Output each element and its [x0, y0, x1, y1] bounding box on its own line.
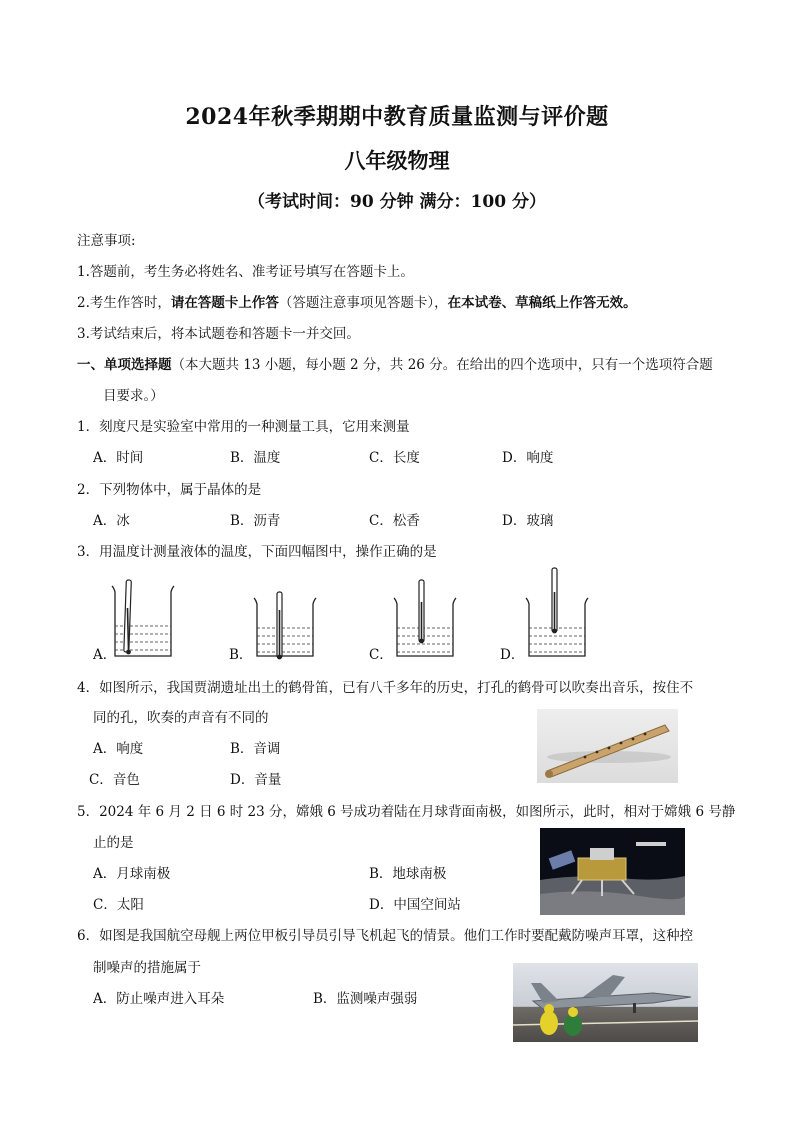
- q2-option-d: D．玻璃: [502, 513, 554, 529]
- q3-option-d: D．: [500, 647, 525, 663]
- aircraft-carrier-drawing: [513, 963, 698, 1042]
- q3-stem: 3．用温度计测量液体的温度，下面四幅图中，操作正确的是: [77, 544, 437, 560]
- q2-option-b: B．沥青: [230, 513, 281, 529]
- section-1-label: 一、单项选择题: [77, 357, 172, 373]
- q5-stem-line1: 5．2024 年 6 月 2 日 6 时 23 分，嫦娥 6 号成功着陆在月球背面南极，如图所示，此时，相对于嫦娥 6 号静: [77, 804, 736, 820]
- q1-option-b: B．温度: [230, 450, 281, 466]
- notice-item-2-bold-b: 在本试卷、草稿纸上作答无效。: [447, 295, 637, 311]
- lunar-lander-photo: [540, 828, 685, 915]
- q3-option-c: C．: [369, 647, 393, 663]
- section-1-desc: （本大题共 13 小题，每小题 2 分，共 26 分。在给出的四个选项中，只有一个选项符合题: [171, 357, 713, 373]
- notice-item-3: 3.考试结束后，将本试题卷和答题卡一并交回。: [77, 326, 360, 342]
- q5-option-c: C．太阳: [93, 897, 144, 913]
- notice-item-2-mid: （答题注意事项见答题卡），: [278, 295, 448, 311]
- q1-option-c: C．长度: [369, 450, 420, 466]
- q5-option-a: A．月球南极: [93, 866, 171, 882]
- q4-option-a: A．响度: [93, 741, 144, 757]
- q3-option-b: B．: [229, 647, 253, 663]
- q2-option-a: A．冰: [93, 513, 130, 529]
- q5-option-b: B．地球南极: [369, 866, 447, 882]
- q5-option-d: D．中国空间站: [369, 897, 461, 913]
- q1-option-d: D．响度: [502, 450, 554, 466]
- exam-info: （考试时间：90 分钟 满分：100 分）: [248, 192, 546, 212]
- section-1-desc-cont: 目要求。）: [103, 388, 164, 404]
- q2-stem: 2．下列物体中，属于晶体的是: [77, 482, 262, 498]
- q1-stem: 1．刻度尺是实验室中常用的一种测量工具，它用来测量: [77, 419, 410, 435]
- notice-item-2-prefix: 2.考生作答时，: [77, 295, 171, 311]
- beaker-b-figure: [250, 590, 320, 660]
- q5-stem-line2: 止的是: [93, 835, 134, 851]
- q1-option-a: A．时间: [93, 450, 144, 466]
- bone-flute-photo: [537, 709, 678, 783]
- notice-item-2: [77, 291, 637, 311]
- q6-stem-line1: 6．如图是我国航空母舰上两位甲板引导员引导飞机起飞的情景。他们工作时要配戴防噪声耳罩，这种控: [77, 928, 694, 944]
- beaker-c-figure: [390, 578, 460, 660]
- beaker-d-figure: [522, 566, 592, 660]
- q4-stem-line1: 4．如图所示，我国贾湖遗址出土的鹤骨笛，已有八千多年的历史，打孔的鹤骨可以吹奏出音乐，按住不: [77, 680, 694, 696]
- q4-option-c: C．音色: [89, 772, 140, 788]
- notice-item-1: 1.答题前，考生务必将姓名、准考证号填写在答题卡上。: [77, 264, 414, 280]
- notice-item-2-bold-a: 请在答题卡上作答: [170, 295, 279, 311]
- q4-stem-line2: 同的孔，吹奏的声音有不同的: [93, 710, 269, 726]
- q6-option-a: A．防止噪声进入耳朵: [93, 991, 225, 1007]
- q6-stem-line2: 制噪声的措施属于: [93, 960, 201, 976]
- q6-option-b: B．监测噪声强弱: [313, 991, 418, 1007]
- notice-heading: 注意事项:: [77, 233, 136, 249]
- bone-flute-drawing: [537, 709, 678, 783]
- exam-subject: 八年级物理: [344, 148, 450, 173]
- exam-title: 2024年秋季期期中教育质量监测与评价题: [185, 104, 609, 130]
- q3-option-a: A．: [93, 647, 117, 663]
- q4-option-b: B．音调: [230, 741, 281, 757]
- q2-option-c: C．松香: [369, 513, 420, 529]
- beaker-a-figure: [108, 578, 178, 660]
- lunar-lander-drawing: [540, 828, 685, 915]
- aircraft-carrier-photo: [513, 963, 698, 1042]
- section-1-heading: [77, 353, 713, 373]
- q4-option-d: D．音量: [230, 772, 282, 788]
